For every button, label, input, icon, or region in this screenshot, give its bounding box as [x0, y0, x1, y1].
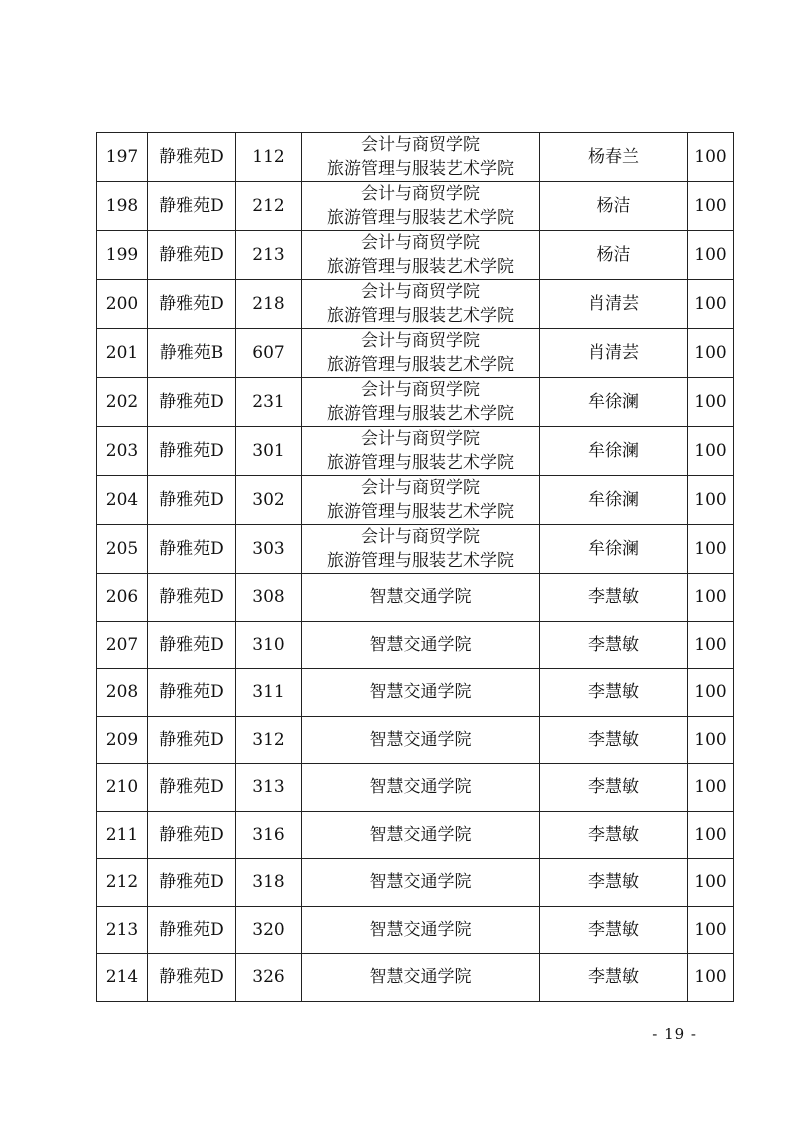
building-cell: 静雅苑D: [148, 716, 236, 764]
score-cell: 100: [688, 621, 734, 669]
person-cell: 李慧敏: [540, 954, 688, 1002]
room-cell: 301: [236, 427, 302, 476]
score-cell: 100: [688, 811, 734, 859]
row-number-cell: 205: [97, 525, 148, 574]
room-cell: 213: [236, 231, 302, 280]
score-cell: 100: [688, 764, 734, 812]
table-row: [97, 182, 734, 231]
college-name: 智慧交通学院: [369, 729, 472, 750]
college-name: 会计与商贸学院: [361, 478, 480, 498]
room-cell: 316: [236, 811, 302, 859]
table-row: [97, 574, 734, 622]
table-row: [97, 476, 734, 525]
row-number-cell: 207: [97, 621, 148, 669]
table-row: [97, 621, 734, 669]
score-cell: 100: [688, 859, 734, 907]
room-cell: 302: [236, 476, 302, 525]
person-cell: 杨洁: [540, 231, 688, 280]
row-number-cell: 211: [97, 811, 148, 859]
building-cell: 静雅苑D: [148, 811, 236, 859]
row-number-cell: 213: [97, 906, 148, 954]
building-cell: 静雅苑D: [148, 954, 236, 1002]
college-cell: [302, 669, 540, 717]
table-row: [97, 859, 734, 907]
room-cell: 303: [236, 525, 302, 574]
table-row: [97, 669, 734, 717]
table-row: [97, 427, 734, 476]
score-cell: 100: [688, 476, 734, 525]
college-name: 会计与商贸学院: [361, 527, 480, 547]
row-number-cell: 210: [97, 764, 148, 812]
room-cell: 218: [236, 280, 302, 329]
person-cell: 李慧敏: [540, 621, 688, 669]
college-name: 会计与商贸学院: [361, 233, 480, 253]
row-number-cell: 197: [97, 133, 148, 182]
score-cell: 100: [688, 378, 734, 427]
room-cell: 311: [236, 669, 302, 717]
room-cell: 231: [236, 378, 302, 427]
building-cell: 静雅苑D: [148, 182, 236, 231]
college-name: 旅游管理与服装艺术学院: [327, 453, 514, 473]
building-cell: 静雅苑D: [148, 669, 236, 717]
score-cell: 100: [688, 669, 734, 717]
person-cell: 牟徐澜: [540, 378, 688, 427]
row-number-cell: 214: [97, 954, 148, 1002]
college-cell: [302, 427, 540, 476]
person-cell: 李慧敏: [540, 811, 688, 859]
row-number-cell: 212: [97, 859, 148, 907]
table-row: [97, 231, 734, 280]
dormitory-score-table: [96, 132, 734, 1002]
room-cell: 212: [236, 182, 302, 231]
college-name: 旅游管理与服装艺术学院: [327, 404, 514, 424]
building-cell: 静雅苑D: [148, 427, 236, 476]
college-cell: [302, 525, 540, 574]
room-cell: 607: [236, 329, 302, 378]
building-cell: 静雅苑D: [148, 525, 236, 574]
score-cell: 100: [688, 574, 734, 622]
row-number-cell: 208: [97, 669, 148, 717]
person-cell: 李慧敏: [540, 574, 688, 622]
person-cell: 杨洁: [540, 182, 688, 231]
table-row: [97, 954, 734, 1002]
row-number-cell: 203: [97, 427, 148, 476]
score-cell: 100: [688, 906, 734, 954]
room-cell: 308: [236, 574, 302, 622]
room-cell: 320: [236, 906, 302, 954]
room-cell: 310: [236, 621, 302, 669]
table-row: [97, 764, 734, 812]
college-cell: [302, 906, 540, 954]
score-cell: 100: [688, 716, 734, 764]
row-number-cell: 204: [97, 476, 148, 525]
building-cell: 静雅苑D: [148, 280, 236, 329]
building-cell: 静雅苑D: [148, 231, 236, 280]
college-name: 智慧交通学院: [369, 634, 472, 655]
person-cell: 李慧敏: [540, 859, 688, 907]
person-cell: 李慧敏: [540, 906, 688, 954]
college-name: 旅游管理与服装艺术学院: [327, 306, 514, 326]
score-cell: 100: [688, 280, 734, 329]
college-name: 旅游管理与服装艺术学院: [327, 208, 514, 228]
building-cell: 静雅苑D: [148, 574, 236, 622]
person-cell: 牟徐澜: [540, 476, 688, 525]
college-name: 旅游管理与服装艺术学院: [327, 159, 514, 179]
college-name: 会计与商贸学院: [361, 282, 480, 302]
building-cell: 静雅苑D: [148, 378, 236, 427]
college-cell: [302, 859, 540, 907]
college-cell: [302, 182, 540, 231]
score-cell: 100: [688, 954, 734, 1002]
person-cell: 牟徐澜: [540, 427, 688, 476]
room-cell: 318: [236, 859, 302, 907]
row-number-cell: 199: [97, 231, 148, 280]
building-cell: 静雅苑D: [148, 906, 236, 954]
college-cell: [302, 621, 540, 669]
building-cell: 静雅苑D: [148, 764, 236, 812]
college-cell: [302, 476, 540, 525]
building-cell: 静雅苑D: [148, 859, 236, 907]
score-cell: 100: [688, 231, 734, 280]
college-name: 智慧交通学院: [369, 967, 472, 988]
table-row: [97, 811, 734, 859]
college-name: 智慧交通学院: [369, 919, 472, 940]
table-row: [97, 716, 734, 764]
room-cell: 312: [236, 716, 302, 764]
table-body: [97, 133, 734, 1002]
college-name: 旅游管理与服装艺术学院: [327, 551, 514, 571]
score-cell: 100: [688, 133, 734, 182]
room-cell: 112: [236, 133, 302, 182]
table-row: [97, 133, 734, 182]
college-cell: [302, 716, 540, 764]
row-number-cell: 200: [97, 280, 148, 329]
room-cell: 326: [236, 954, 302, 1002]
college-cell: [302, 133, 540, 182]
room-cell: 313: [236, 764, 302, 812]
college-name: 旅游管理与服装艺术学院: [327, 257, 514, 277]
college-cell: [302, 378, 540, 427]
college-name: 智慧交通学院: [369, 777, 472, 798]
table-row: [97, 329, 734, 378]
college-cell: [302, 811, 540, 859]
building-cell: 静雅苑D: [148, 133, 236, 182]
college-name: 智慧交通学院: [369, 872, 472, 893]
college-name: 智慧交通学院: [369, 587, 472, 608]
person-cell: 肖清芸: [540, 280, 688, 329]
person-cell: 杨春兰: [540, 133, 688, 182]
score-cell: 100: [688, 329, 734, 378]
college-name: 会计与商贸学院: [361, 429, 480, 449]
college-cell: [302, 280, 540, 329]
person-cell: 肖清芸: [540, 329, 688, 378]
building-cell: 静雅苑D: [148, 621, 236, 669]
person-cell: 李慧敏: [540, 764, 688, 812]
table-row: [97, 378, 734, 427]
person-cell: 李慧敏: [540, 669, 688, 717]
college-name: 会计与商贸学院: [361, 135, 480, 155]
college-name: 旅游管理与服装艺术学院: [327, 355, 514, 375]
college-name: 智慧交通学院: [369, 682, 472, 703]
college-name: 会计与商贸学院: [361, 184, 480, 204]
row-number-cell: 206: [97, 574, 148, 622]
table-row: [97, 525, 734, 574]
college-name: 智慧交通学院: [369, 824, 472, 845]
college-name: 会计与商贸学院: [361, 380, 480, 400]
page-number: - 19 -: [652, 1025, 697, 1043]
score-cell: 100: [688, 525, 734, 574]
college-cell: [302, 574, 540, 622]
row-number-cell: 198: [97, 182, 148, 231]
college-cell: [302, 329, 540, 378]
score-cell: 100: [688, 427, 734, 476]
building-cell: 静雅苑D: [148, 476, 236, 525]
building-cell: 静雅苑B: [148, 329, 236, 378]
college-name: 旅游管理与服装艺术学院: [327, 502, 514, 522]
college-cell: [302, 954, 540, 1002]
row-number-cell: 202: [97, 378, 148, 427]
college-name: 会计与商贸学院: [361, 331, 480, 351]
table-row: [97, 906, 734, 954]
row-number-cell: 201: [97, 329, 148, 378]
table-row: [97, 280, 734, 329]
score-cell: 100: [688, 182, 734, 231]
row-number-cell: 209: [97, 716, 148, 764]
person-cell: 李慧敏: [540, 716, 688, 764]
college-cell: [302, 764, 540, 812]
college-cell: [302, 231, 540, 280]
person-cell: 牟徐澜: [540, 525, 688, 574]
